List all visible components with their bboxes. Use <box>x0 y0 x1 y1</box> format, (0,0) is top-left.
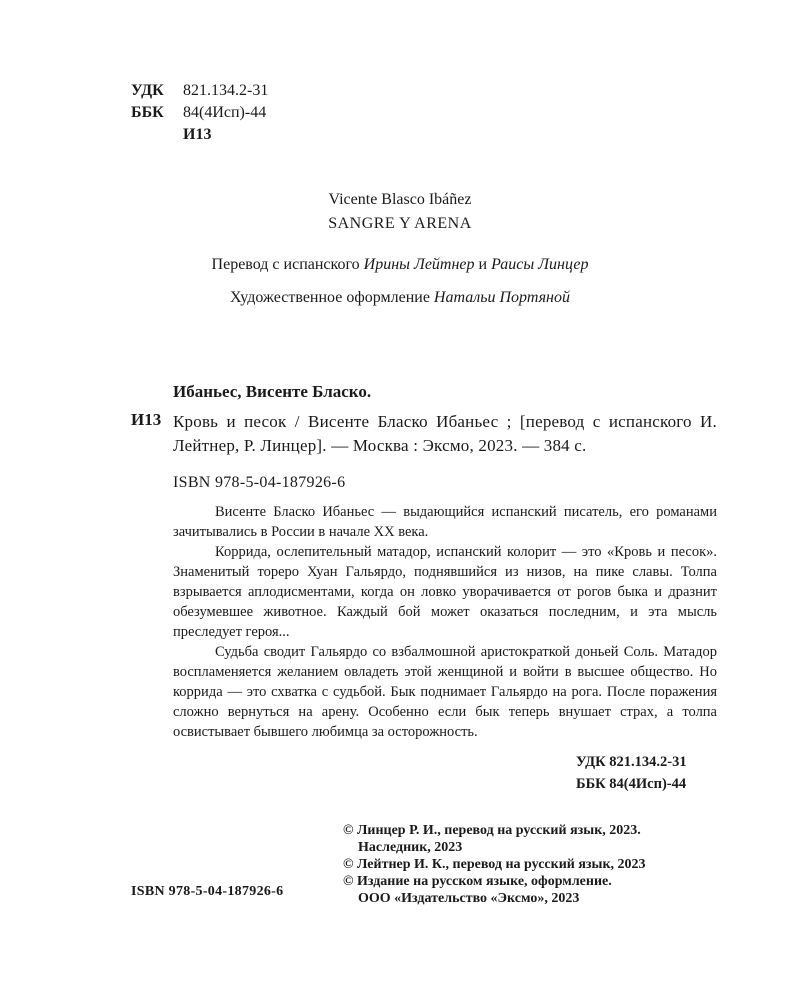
bbk-value: 84(4Исп)-44 <box>183 104 267 121</box>
title-latin: SANGRE Y ARENA <box>328 215 472 232</box>
copyright-line: © Лейтнер И. К., перевод на русский язык, 2023 <box>343 857 646 872</box>
author-latin: Vicente Blasco Ibáñez <box>328 191 472 208</box>
udk-value: 821.134.2-31 <box>183 82 269 99</box>
bbk-row <box>131 102 268 124</box>
isbn-bottom: ISBN 978-5-04-187926-6 <box>131 884 284 899</box>
translation-and: и <box>474 256 492 273</box>
catalog-isbn: ISBN 978-5-04-187926-6 <box>173 474 346 491</box>
udk-label: УДК <box>131 82 164 99</box>
translation-prefix: Перевод с испанского <box>211 256 364 273</box>
translator-2: Раисы Линцер <box>491 256 589 273</box>
copyright-line: © Издание на русском языке, оформление. <box>343 874 612 889</box>
author-mark: И13 <box>183 126 212 143</box>
bbk-label: ББК <box>131 104 164 121</box>
udk-code: УДК 821.134.2-31 <box>576 754 687 770</box>
catalog-entry: Кровь и песок / Висенте Бласко Ибаньес ; [перевод с испанского И. Лейтнер, Р. Линцер]. — Москва : Эксмо, 2023. — 384 с. <box>173 412 717 455</box>
annotation <box>173 502 717 742</box>
translator-1: Ирины Лейтнер <box>363 256 475 273</box>
art-credit <box>0 289 800 307</box>
annotation-paragraph: Висенте Бласко Ибаньес — выдающийся испанский писатель, его романами зачитывались в России в начале XX века. <box>173 504 717 540</box>
copyright-line: ООО «Издательство «Эксмо», 2023 <box>358 891 580 906</box>
annotation-paragraph: Судьба сводит Гальярдо со взбалмошной аристократкой доньей Соль. Матадор воспламеняется желанием овладеть этой женщиной и войти в высшее общество. Но коррида — это схватка с судьбой. Бык поднимает Гальярдо на рога. После поражения сложно вернуться на арену. Особенно если бык теперь внушает страх, а толпа освистывает бывшего любимца за осторожность. <box>173 644 717 740</box>
annotation-paragraph: Коррида, ослепительный матадор, испанский колорит — это «Кровь и песок». Знаменитый тореро Хуан Гальярдо, поднявшийся из низов, на пике славы. Толпа взрывается аплодисментами, когда он ловко уворачивается от рогов быка и дразнит обезумевшее животное. Каждый бой может оказаться последним, и эта мысль преследует героя... <box>173 544 717 640</box>
artist-name: Натальи Портяной <box>433 289 570 306</box>
classification-block <box>131 80 268 146</box>
translation-credit <box>0 256 800 274</box>
bbk-code: ББК 84(4Исп)-44 <box>576 776 687 792</box>
catalog-heading: Ибаньес, Висенте Бласко. <box>173 382 372 401</box>
art-prefix: Художественное оформление <box>230 289 434 306</box>
copyright-line: © Линцер Р. И., перевод на русский язык, 2023. <box>343 823 641 838</box>
udk-row <box>131 80 268 102</box>
copyright-block <box>343 822 646 907</box>
catalog-code: И13 <box>131 410 162 429</box>
copyright-line: Наследник, 2023 <box>358 840 463 855</box>
index-codes <box>576 751 687 795</box>
